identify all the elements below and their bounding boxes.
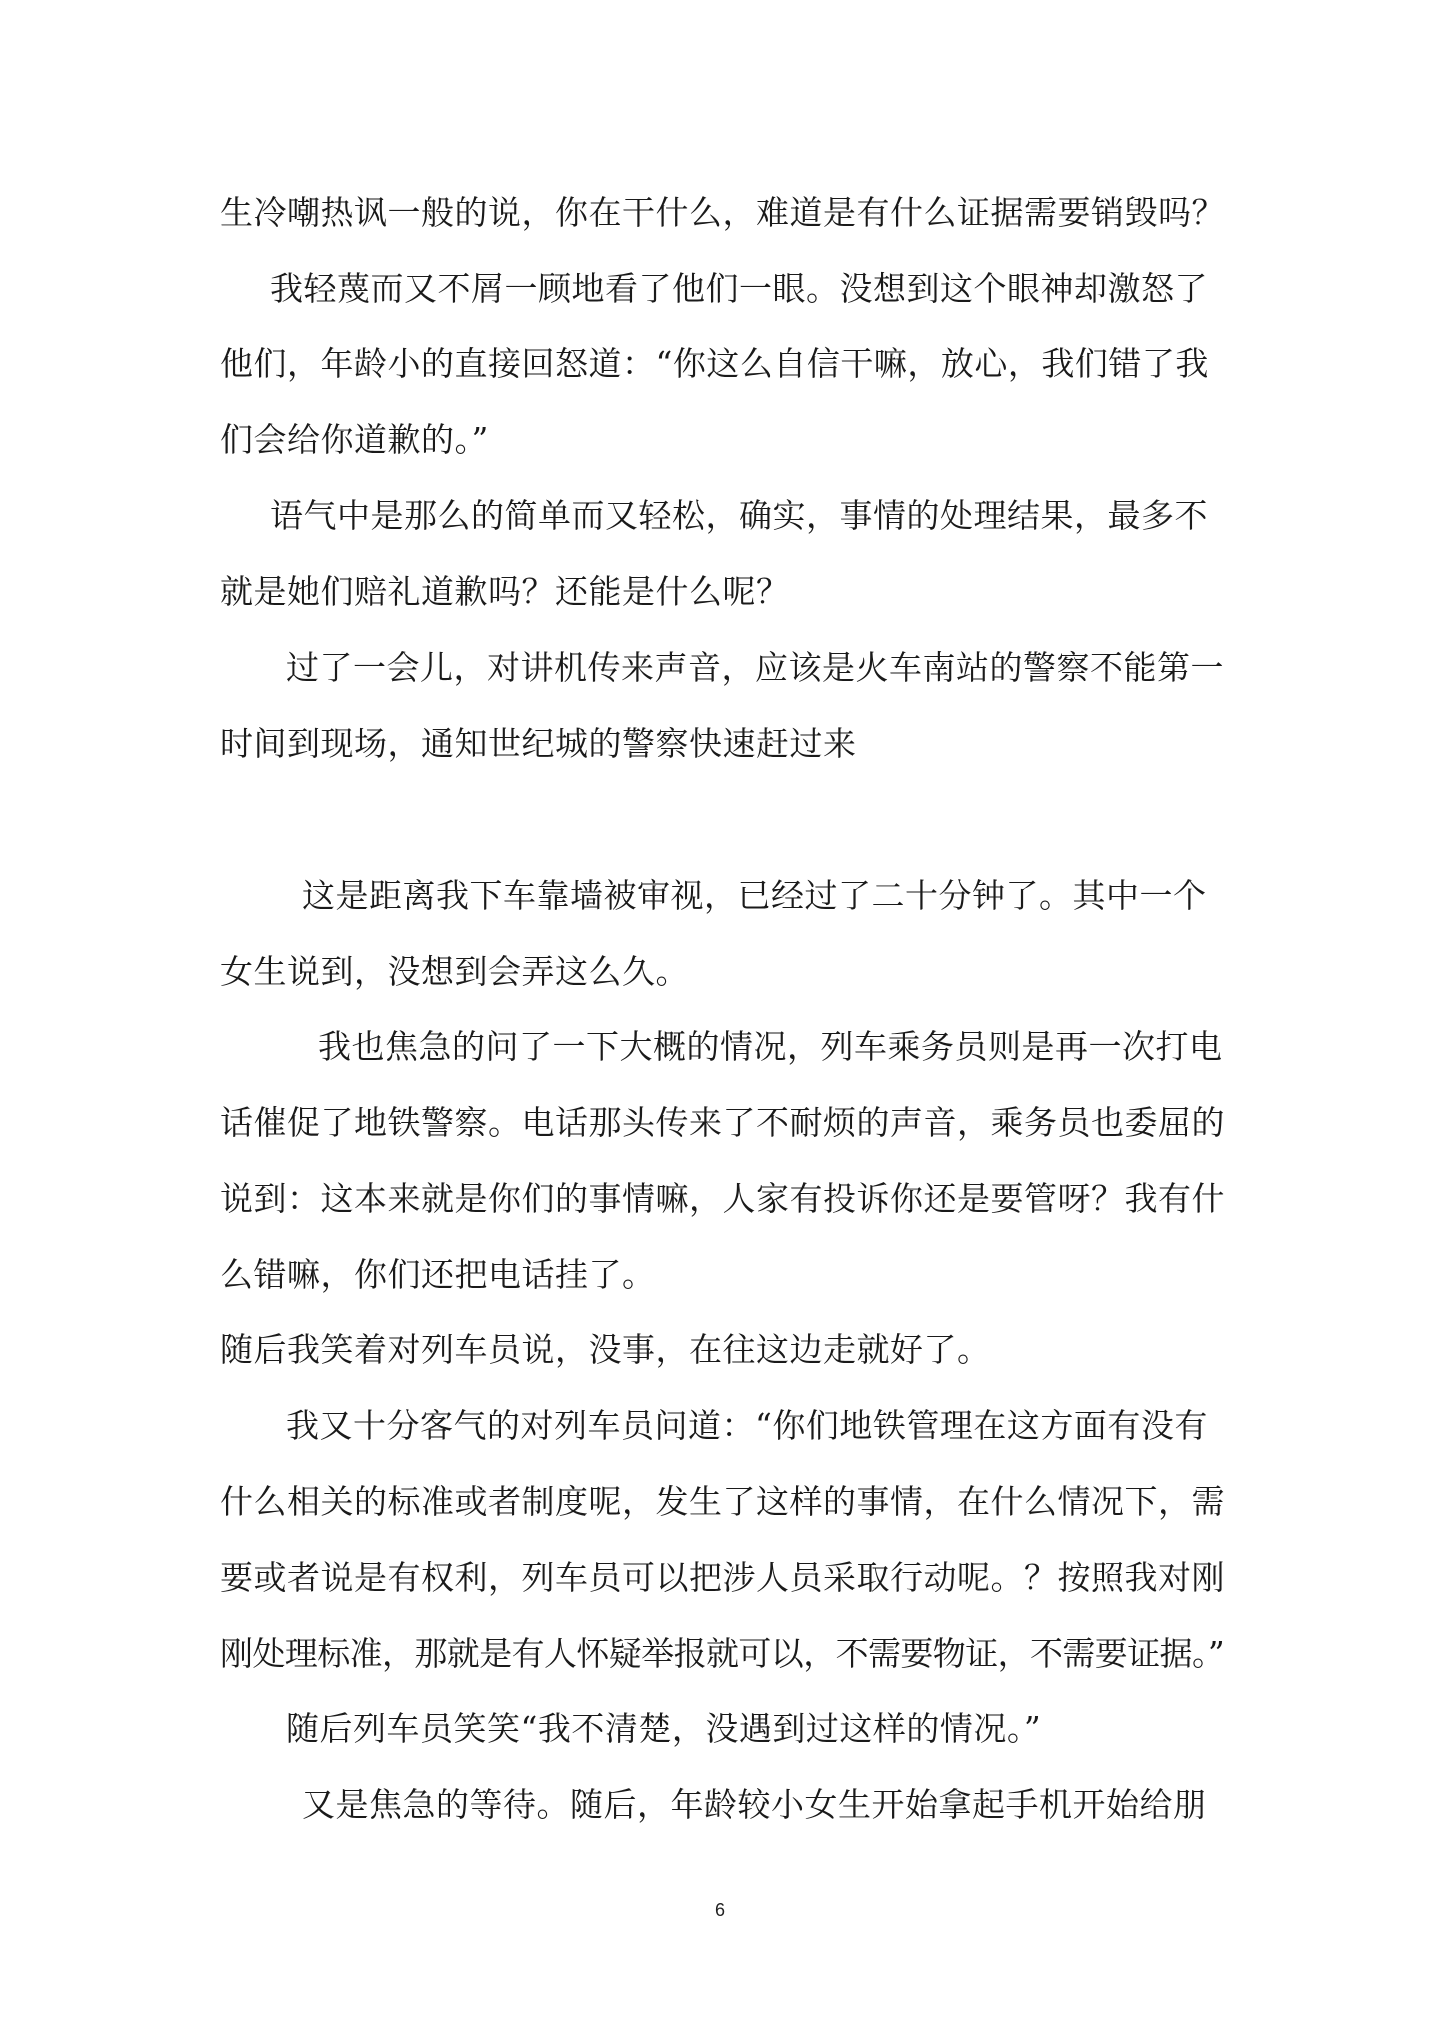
text-line: 生冷嘲热讽一般的说，你在干什么，难道是有什么证据需要销毁吗？	[220, 193, 1225, 232]
text-line: 时间到现场，通知世纪城的警察快速赶过来	[220, 724, 857, 763]
text-line: 么错嘛，你们还把电话挂了。	[220, 1255, 656, 1294]
text-line: 又是焦急的等待。随后，年龄较小女生开始拿起手机开始给朋	[302, 1785, 1207, 1824]
text-line: 这是距离我下车靠墙被审视，已经过了二十分钟了。其中一个	[302, 876, 1207, 915]
text-line: 话催促了地铁警察。电话那头传来了不耐烦的声音，乘务员也委屈的	[220, 1103, 1225, 1142]
text-line: 随后我笑着对列车员说，没事，在往这边走就好了。	[220, 1330, 991, 1369]
text-line: 语气中是那么的简单而又轻松，确实，事情的处理结果，最多不	[270, 496, 1208, 535]
text-line: 女生说到，没想到会弄这么久。	[220, 952, 689, 991]
text-line: 刚处理标准，那就是有人怀疑举报就可以，不需要物证，不需要证据。”	[220, 1634, 1225, 1673]
text-line: 什么相关的标准或者制度呢，发生了这样的事情，在什么情况下，需	[220, 1482, 1225, 1521]
text-line: 我轻蔑而又不屑一顾地看了他们一眼。没想到这个眼神却激怒了	[270, 269, 1208, 308]
text-line: 就是她们赔礼道歉吗？还能是什么呢？	[220, 572, 790, 611]
text-line: 过了一会儿，对讲机传来声音，应该是火车南站的警察不能第一	[286, 648, 1224, 687]
text-line: 说到：这本来就是你们的事情嘛，人家有投诉你还是要管呀？我有什	[220, 1179, 1225, 1218]
text-line: 他们，年龄小的直接回怒道：“你这么自信干嘛，放心，我们错了我	[220, 344, 1209, 383]
page-number: 6	[714, 1900, 725, 1920]
text-line: 随后列车员笑笑“我不清楚，没遇到过这样的情况。”	[286, 1709, 1042, 1748]
text-line: 我又十分客气的对列车员问道：“你们地铁管理在这方面有没有	[286, 1406, 1208, 1445]
text-line: 们会给你道歉的。”	[220, 420, 489, 459]
text-line: 要或者说是有权利，列车员可以把涉人员采取行动呢。？按照我对刚	[220, 1558, 1225, 1597]
text-line: 我也焦急的问了一下大概的情况，列车乘务员则是再一次打电	[318, 1027, 1223, 1066]
